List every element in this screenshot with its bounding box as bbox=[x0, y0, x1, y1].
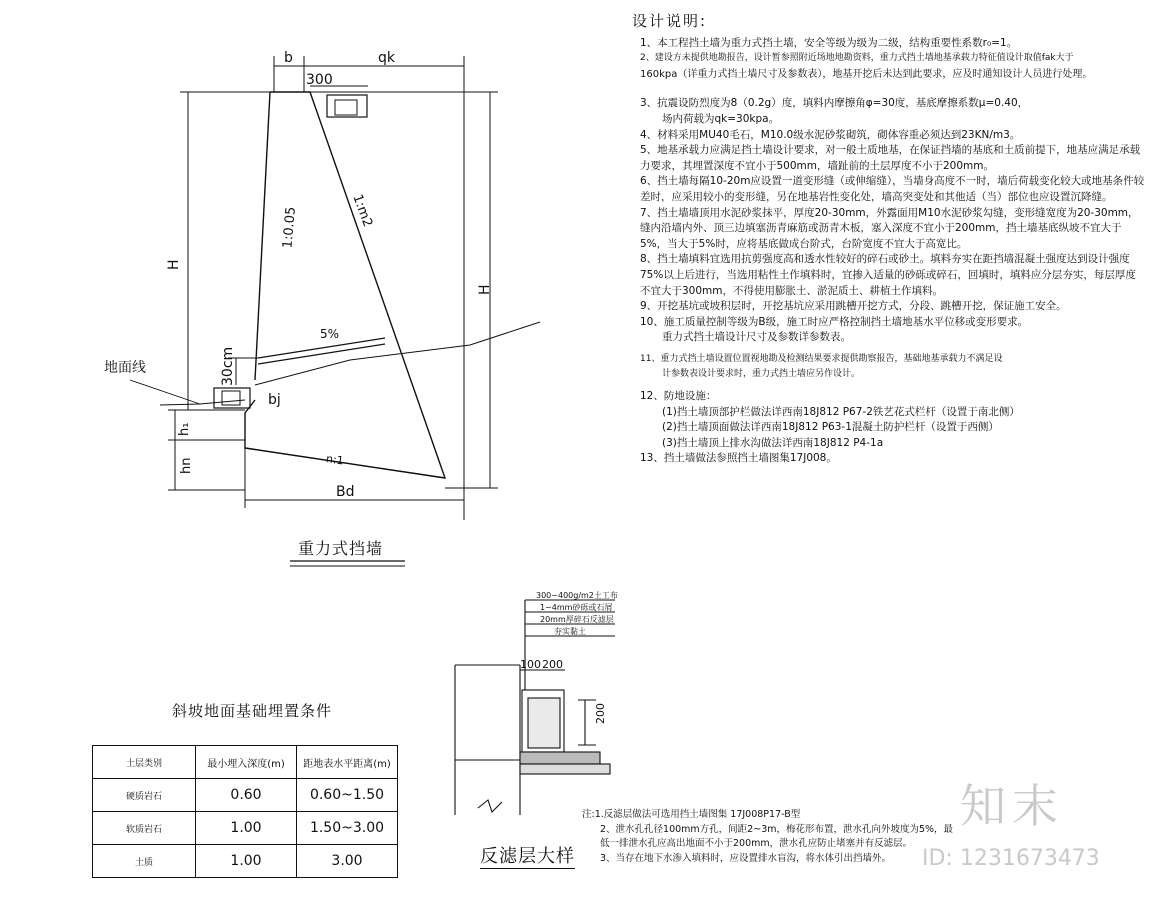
note-13: 13、挡土墙做法参照挡土墙图集17J008。 bbox=[640, 452, 837, 465]
dim-slope-front: 1:m2 bbox=[349, 192, 375, 230]
drawing-title: 重力式挡墙 bbox=[298, 539, 384, 558]
filter-dim-100: 100 bbox=[520, 658, 541, 671]
wall-outline bbox=[245, 92, 445, 478]
burial-table bbox=[92, 745, 398, 878]
table-cell: 1.00 bbox=[196, 845, 297, 878]
table-cell: 0.60~1.50 bbox=[297, 779, 398, 812]
note-10: 10、施工质量控制等级为B级，施工时应严格控制挡土墙地基水平位移或变形要求。 bbox=[640, 315, 1029, 328]
note-10b: 重力式挡土墙设计尺寸及参数详参数表。 bbox=[662, 331, 851, 344]
dim-top: 300 bbox=[306, 72, 333, 88]
table-cell: 软质岩石 bbox=[93, 812, 196, 845]
footnote-3: 3、当存在地下水渗入填料时，应设置排水盲沟，将水体引出挡墙外。 bbox=[600, 852, 892, 864]
table-cell: 1.50~3.00 bbox=[297, 812, 398, 845]
ground-line-label: 地面线 bbox=[104, 360, 146, 376]
table-row bbox=[93, 779, 398, 812]
note-11b: 计参数表设计要求时，重力式挡土墙应另作设计。 bbox=[662, 369, 861, 380]
filter-layer-2: 1~4mm砂砾或石屑 bbox=[540, 603, 613, 612]
footnote-1: 注:1.反滤层做法可选用挡土墙图集 17J008P17-B型 bbox=[582, 809, 801, 820]
footnote-2b: 低一排泄水孔应高出地面不小于200mm，泄水孔应防止堵塞并有反滤层。 bbox=[600, 838, 913, 849]
note-12-2: (2)挡土墙顶面做法详西南18J812 P63-1混凝土防护栏杆（设置于西侧） bbox=[662, 421, 999, 434]
dim-30cm: 30cm bbox=[220, 346, 236, 386]
dim-h1: h₁ bbox=[177, 422, 192, 436]
note-3b: 场内荷载为qk=30kpa。 bbox=[662, 112, 780, 125]
filter-dim-200a: 200 bbox=[542, 658, 563, 671]
note-12-3: (3)挡土墙顶上排水沟做法详西南18J812 P4-1a bbox=[662, 436, 884, 449]
dim-h-left: H bbox=[166, 259, 182, 270]
table-header: 土层类别 bbox=[93, 746, 196, 779]
note-12: 12、防地设施： bbox=[640, 390, 717, 403]
note-5: 5、地基承载力应满足挡土墙设计要求，对一般土质地基，在保证挡墙的基底和土质前提下，地基应满足承载力要求，其埋置深度不宜小于500mm，墙趾前的土层厚度不小于200mm。 bbox=[640, 144, 1141, 172]
table-title: 斜坡地面基础埋置条件 bbox=[172, 702, 333, 720]
watermark-logo: 知末 bbox=[960, 779, 1064, 833]
footnote-2: 2、泄水孔孔径100mm方孔，间距2~3m，梅花形布置，泄水孔向外坡度为5%，最 bbox=[600, 823, 954, 835]
filter-detail bbox=[455, 600, 615, 815]
dim-h-right: H bbox=[477, 284, 493, 295]
dim-bd: Bd bbox=[336, 484, 355, 500]
design-notes bbox=[632, 12, 1145, 467]
dim-drain-slope: 5% bbox=[320, 327, 340, 341]
wall-back-face bbox=[255, 92, 270, 380]
note-12-1: (1)挡土墙顶部护栏做法详西南18J812 P67-2铁艺花式栏杆（设置于南北侧） bbox=[662, 405, 1020, 418]
table-row bbox=[93, 812, 398, 845]
note-11a: 11、重力式挡土墙设置位置视地勘及检测结果要求提供勘察报告，基础地基承载力不满足设 bbox=[640, 353, 1003, 364]
notes-title: 设计说明: bbox=[632, 12, 708, 30]
table-cell: 土质 bbox=[93, 845, 196, 878]
dim-b: b bbox=[284, 50, 293, 66]
table-header-row bbox=[93, 746, 398, 779]
table-row bbox=[93, 845, 398, 878]
table-cell: 1.00 bbox=[196, 812, 297, 845]
note-9: 9、开挖基坑或坡积层时，开挖基坑应采用跳槽开挖方式，分段、跳槽开挖，保证施工安全。 bbox=[640, 300, 1067, 313]
table-cell: 硬质岩石 bbox=[93, 779, 196, 812]
note-8: 8、挡土墙填料宜选用抗剪强度高和透水性较好的碎石或砂土。填料夯实在距挡墙混凝土强度达到设计强度75%以上后进行，当选用粘性土作填料时，宜掺入适量的砂砾或碎石，回填时，填料应分层夯实，每层厚度不宜大于300mm，不得使用膨胀土、淤泥质土、耕植土作填料。 bbox=[640, 253, 1136, 297]
filter-layer-1: 300~400g/m2土工布 bbox=[536, 591, 618, 600]
table-header: 最小埋入深度(m) bbox=[196, 746, 297, 779]
filter-layer-4: 夯实黏土 bbox=[554, 627, 586, 636]
table-cell: 0.60 bbox=[196, 779, 297, 812]
note-3a: 3、抗震设防烈度为8（0.2g）度，填料内摩擦角φ=30度，基底摩擦系数μ=0.40， bbox=[640, 97, 1029, 110]
note-6: 6、挡土墙每隔10-20m应设置一道变形缝（或伸缩缝），当墙身高度不一时，墙后荷载变化较大或地基条件较差时，应采用较小的变形缝，另在地基岩性变化处，墙高突变处和其他适（当）部位也应设置沉降缝。 bbox=[640, 175, 1145, 203]
note-2a: 2、建设方未提供地勘报告，设计暂参照附近场地地勘资料，重力式挡土墙地基承载力特征值设计取值fak大于 bbox=[640, 53, 1074, 64]
filter-layer-3: 20mm厚碎石反滤层 bbox=[540, 615, 614, 624]
note-2b: 160kpa（详重力式挡土墙尺寸及参数表），地基开挖后未达到此要求，应及时通知设计人员进行处理。 bbox=[640, 68, 1093, 80]
note-1: 1、本工程挡土墙为重力式挡土墙，安全等级为级为二级，结构重要性系数r₀=1。 bbox=[640, 36, 1018, 49]
dim-hn: hn bbox=[179, 457, 194, 474]
dim-bj: bj bbox=[268, 392, 281, 408]
filter-dim-200b: 200 bbox=[594, 703, 607, 724]
filter-detail-title: 反滤层大样 bbox=[480, 842, 575, 869]
dim-slope-back: 1:0.05 bbox=[280, 206, 299, 249]
table-header: 距地表水平距离(m) bbox=[297, 746, 398, 779]
note-7: 7、挡土墙墙顶用水泥砂浆抹平，厚度20-30mm，外露面用M10水泥砂浆勾缝，变形缝宽度为20-30mm，缝内沿墙内外、顶三边填塞沥青麻筋或沥青木板，塞入深度不宜小于200mm，挡土墙基底纵坡不宜大于5%，当大于5%时，应将基底做成台阶式，台阶宽度不宜大于高宽比。 bbox=[640, 206, 1139, 250]
table-cell: 3.00 bbox=[297, 845, 398, 878]
dim-base: n:1 bbox=[325, 452, 345, 468]
note-4: 4、材料采用MU40毛石，M10.0级水泥砂浆砌筑，砌体容重必须达到23KN/m3。 bbox=[640, 128, 1021, 141]
dim-qk: qk bbox=[378, 50, 395, 66]
watermark-id: ID: 1231673473 bbox=[922, 846, 1100, 871]
